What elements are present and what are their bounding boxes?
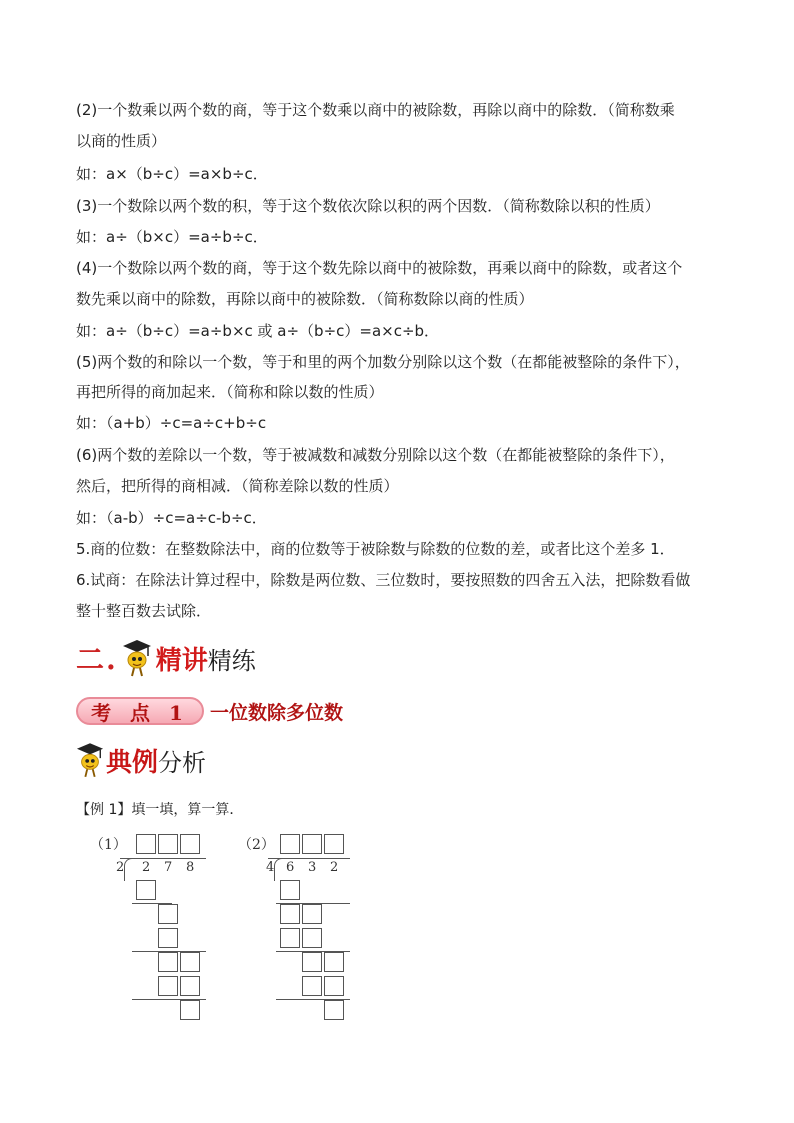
- problem-label: （1）: [90, 837, 127, 853]
- typical-title-red: 典例: [106, 747, 159, 778]
- text-line: (4)一个数除以两个数的商，等于这个数先除以商中的被除数，再乘以商中的除数，或者这个: [76, 259, 683, 277]
- division-bracket: [274, 858, 283, 881]
- dividend-digit: 6: [286, 860, 295, 875]
- dividend-digit: 8: [186, 860, 195, 875]
- section-number: 二.: [76, 643, 118, 676]
- text-line: 5.商的位数：在整数除法中，商的位数等于被除数与除数的位数的差，或者比这个差多 1．: [76, 540, 675, 558]
- answer-box[interactable]: [180, 952, 200, 972]
- answer-box[interactable]: [280, 928, 300, 948]
- answer-box[interactable]: [324, 1000, 344, 1020]
- answer-box[interactable]: [136, 880, 156, 900]
- answer-box[interactable]: [180, 1000, 200, 1020]
- answer-box[interactable]: [302, 952, 322, 972]
- divisor: 2: [116, 860, 125, 875]
- dividend-digit: 3: [308, 860, 317, 875]
- answer-box[interactable]: [158, 904, 178, 924]
- section-title-red: 精讲: [155, 645, 208, 676]
- answer-box[interactable]: [302, 928, 322, 948]
- answer-box[interactable]: [180, 976, 200, 996]
- typical-title-black: 分析: [158, 748, 207, 777]
- example-label: 【例 1】填一填，算一算．: [76, 802, 244, 818]
- answer-box[interactable]: [158, 928, 178, 948]
- example-line: 如：（a-b）÷c=a÷c-b÷c．: [76, 509, 267, 527]
- text-line: (3)一个数除以两个数的积，等于这个数依次除以积的两个因数．（简称数除以积的性质）: [76, 197, 660, 215]
- answer-box[interactable]: [280, 904, 300, 924]
- text-line: 以商的性质）: [76, 132, 167, 150]
- answer-box[interactable]: [324, 834, 344, 854]
- example-line: 如：a×（b÷c）=a×b÷c．: [76, 165, 268, 183]
- section-title-black: 精练: [207, 646, 256, 675]
- student-mascot-icon: [76, 741, 104, 779]
- answer-box[interactable]: [324, 976, 344, 996]
- answer-box[interactable]: [158, 834, 178, 854]
- text-line: 再把所得的商加起来．（简称和除以数的性质）: [76, 383, 384, 401]
- answer-box[interactable]: [136, 834, 156, 854]
- text-line: 6.试商：在除法计算过程中，除数是两位数、三位数时，要按照数的四舍五入法，把除数看做: [76, 571, 691, 589]
- topic-badge: 考 点 1: [76, 697, 204, 725]
- dividend-digit: 2: [330, 860, 339, 875]
- text-line: 整十整百数去试除．: [76, 602, 212, 620]
- answer-box[interactable]: [280, 880, 300, 900]
- answer-box[interactable]: [158, 952, 178, 972]
- text-line: 然后，把所得的商相减．（简称差除以数的性质）: [76, 477, 399, 495]
- typical-example-title: [76, 740, 206, 780]
- dividend-digit: 2: [142, 860, 151, 875]
- text-line: (6)两个数的差除以一个数，等于被减数和减数分别除以这个数（在都能被整除的条件下），: [76, 446, 675, 464]
- example-line: 如：a÷（b×c）=a÷b÷c．: [76, 228, 268, 246]
- answer-box[interactable]: [180, 834, 200, 854]
- division-bracket: [124, 858, 133, 881]
- problem-label: （2）: [238, 837, 275, 853]
- topic-header: [76, 694, 343, 728]
- section-title: [76, 636, 256, 680]
- topic-title: 一位数除多位数: [210, 701, 344, 724]
- divisor: 4: [266, 860, 275, 875]
- answer-box[interactable]: [302, 976, 322, 996]
- answer-box[interactable]: [302, 834, 322, 854]
- answer-box[interactable]: [302, 904, 322, 924]
- example-line: 如：a÷（b÷c）=a÷b×c 或 a÷（b÷c）=a×c÷b．: [76, 322, 440, 340]
- student-mascot-icon: [122, 638, 152, 678]
- answer-box[interactable]: [280, 834, 300, 854]
- text-line: (2)一个数乘以两个数的商，等于这个数乘以商中的被除数，再除以商中的除数．（简称数乘: [76, 101, 675, 119]
- text-line: 数先乘以商中的除数，再除以商中的被除数．（简称数除以商的性质）: [76, 290, 534, 308]
- example-line: 如：（a+b）÷c=a÷c+b÷c: [76, 414, 267, 432]
- dividend-digit: 7: [164, 860, 173, 875]
- answer-box[interactable]: [324, 952, 344, 972]
- division-exercises: [90, 828, 390, 1028]
- answer-box[interactable]: [158, 976, 178, 996]
- text-line: (5)两个数的和除以一个数，等于和里的两个加数分别除以这个数（在都能被整除的条件下），: [76, 353, 690, 371]
